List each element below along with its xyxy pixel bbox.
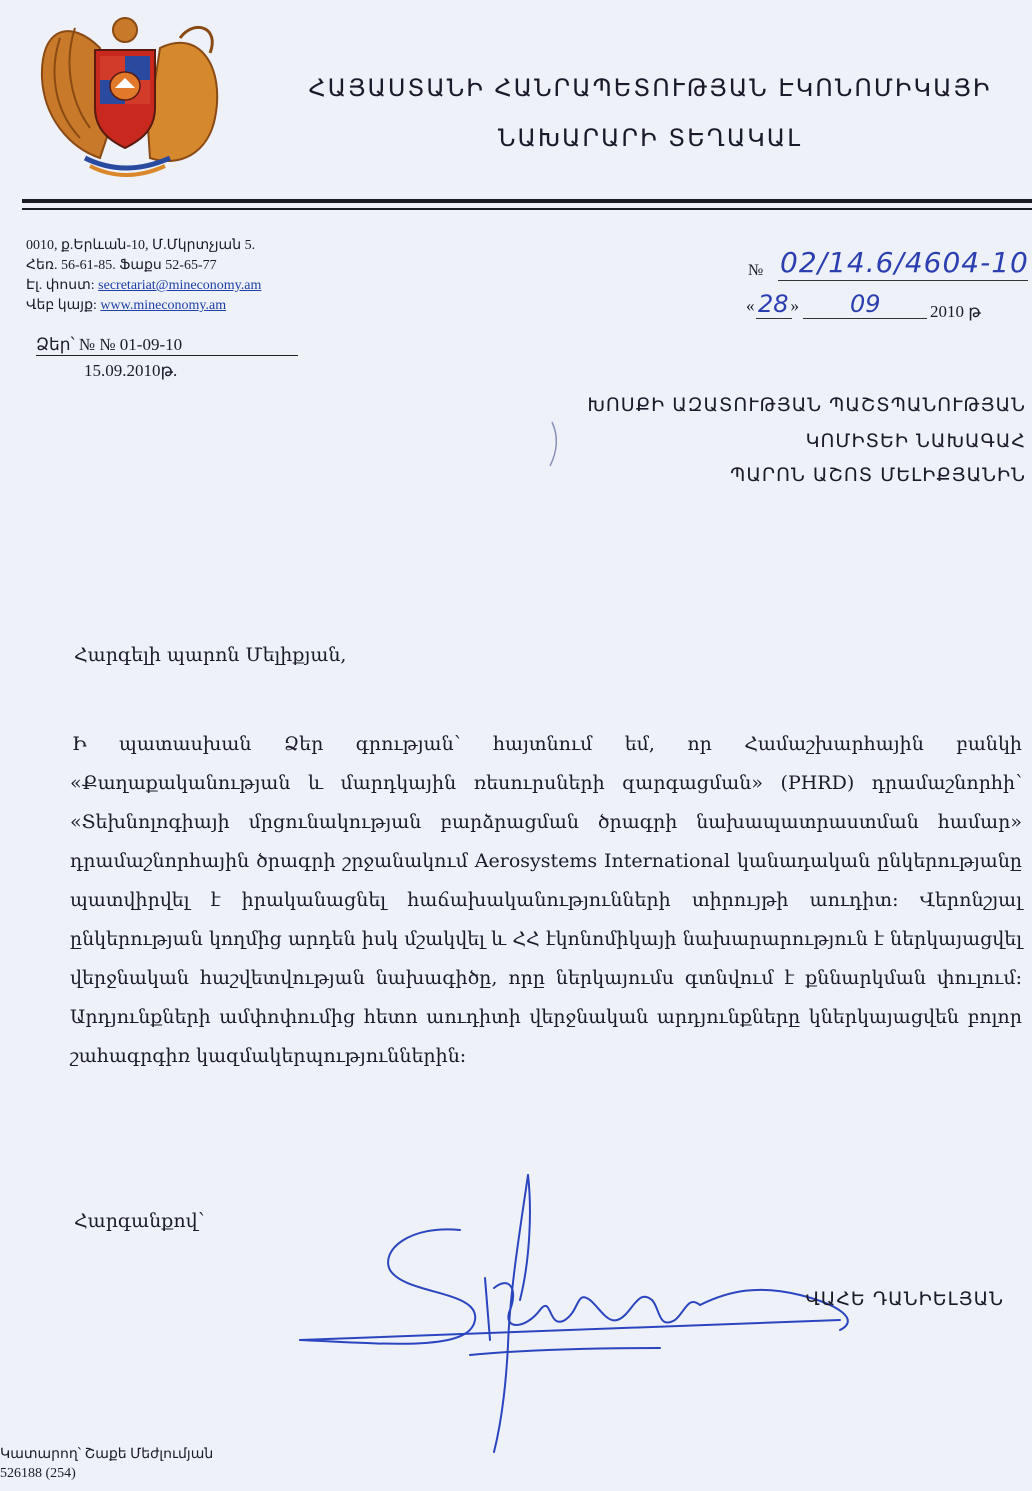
addressee-line2: ԿՈՄԻՏԵԻ ՆԱԽԱԳԱՀ	[805, 430, 1026, 452]
contact-block	[26, 236, 261, 316]
email-label: Էլ. փոստ:	[26, 278, 95, 293]
outgoing-date-day: 28	[758, 290, 789, 318]
signer-name: ՎԱՀԵ ԴԱՆԻԵԼՅԱՆ	[805, 1288, 1004, 1310]
date-quote-open: «	[746, 296, 755, 315]
executor-phone: 526188 (254)	[0, 1466, 76, 1481]
outgoing-number-label: №	[748, 262, 764, 279]
your-ref-underline	[36, 355, 298, 356]
contact-email-row	[26, 276, 261, 296]
salutation: Հարգելի պարոն Մելիքյան,	[74, 644, 347, 666]
contact-phone-fax: Հեռ. 56-61-85. Ֆաքս 52-65-77	[26, 258, 217, 273]
header-rule-thin	[22, 208, 1032, 210]
outgoing-number-underline	[778, 280, 1028, 281]
your-ref-date: 15.09.2010թ.	[84, 361, 178, 380]
letterhead-title-line1: ՀԱՅԱՍՏԱՆԻ ՀԱՆՐԱՊԵՏՈՒԹՅԱՆ ԷԿՈՆՈՄԻԿԱՅԻ	[308, 74, 992, 102]
date-day-underline	[756, 318, 792, 319]
letter-body: Ի պատասխան Ձեր գրության՝ հայտնում եմ, որ Համաշխարհային բանկի «Քաղաքականության և մարդկային ռեսուրսների զարգացման» (PHRD) դրամաշնորհի՝ «Տեխնոլոգիայի մրցունակության բարձրացման ծրագրի նախապատրաստման համար» դրամաշնորհային ծրագրի շրջանակում Aerosystems International կանադական ընկերությանը պատվիրվել է իրականացնել հաճախականությունների տիրույթի աուդիտ: Վերոնշյալ ընկերության կողմից արդեն իսկ մշակվել և ՀՀ էկոնոմիկայի նախարարություն է ներկայացվել վերջնական հաշվետվության նախագիծը, որը ներկայումս գտնվում է քննարկման փուլում: Արդյունքների ամփոփումից հետո աուդիտի վերջնական արդյունքները կներկայացվեն բոլոր շահագրգիռ կազմակերպություններին:	[70, 733, 1022, 1067]
web-label: Վեբ կայք:	[26, 298, 97, 313]
header-rule-thick	[22, 199, 1032, 203]
coat-of-arms-icon	[30, 8, 230, 188]
outgoing-date-year: 2010 թ	[930, 302, 981, 321]
executor-line: Կատարող՝ Շաքե Մեժլումյան	[0, 1447, 214, 1462]
handwritten-signature-icon	[280, 1170, 880, 1460]
email-link[interactable]: secretariat@mineconomy.am	[98, 278, 262, 293]
outgoing-date-month: 09	[850, 290, 881, 318]
contact-address: 0010, ք.Երևան-10, Մ.Մկրտչյան 5.	[26, 238, 256, 253]
date-quote-close: »	[790, 296, 799, 315]
outgoing-number: 02/14.6/4604-10	[780, 246, 1029, 279]
contact-web-row	[26, 296, 261, 316]
your-ref-number: Ձեր՝ № № 01-09-10	[36, 335, 183, 354]
pen-stroke-mark	[540, 420, 570, 470]
web-link[interactable]: www.mineconomy.am	[100, 298, 227, 313]
addressee-line1: ԽՈՍՔԻ ԱԶԱՏՈՒԹՅԱՆ ՊԱՇՏՊԱՆՈՒԹՅԱՆ	[587, 394, 1026, 416]
addressee-line3: ՊԱՐՈՆ ԱՇՈՏ ՄԵԼԻՔՅԱՆԻՆ	[730, 464, 1026, 486]
letterhead-title-line2: ՆԱԽԱՐԱՐԻ ՏԵՂԱԿԱԼ	[497, 124, 802, 152]
closing: Հարգանքով՝	[74, 1210, 205, 1232]
date-month-underline	[803, 318, 927, 319]
